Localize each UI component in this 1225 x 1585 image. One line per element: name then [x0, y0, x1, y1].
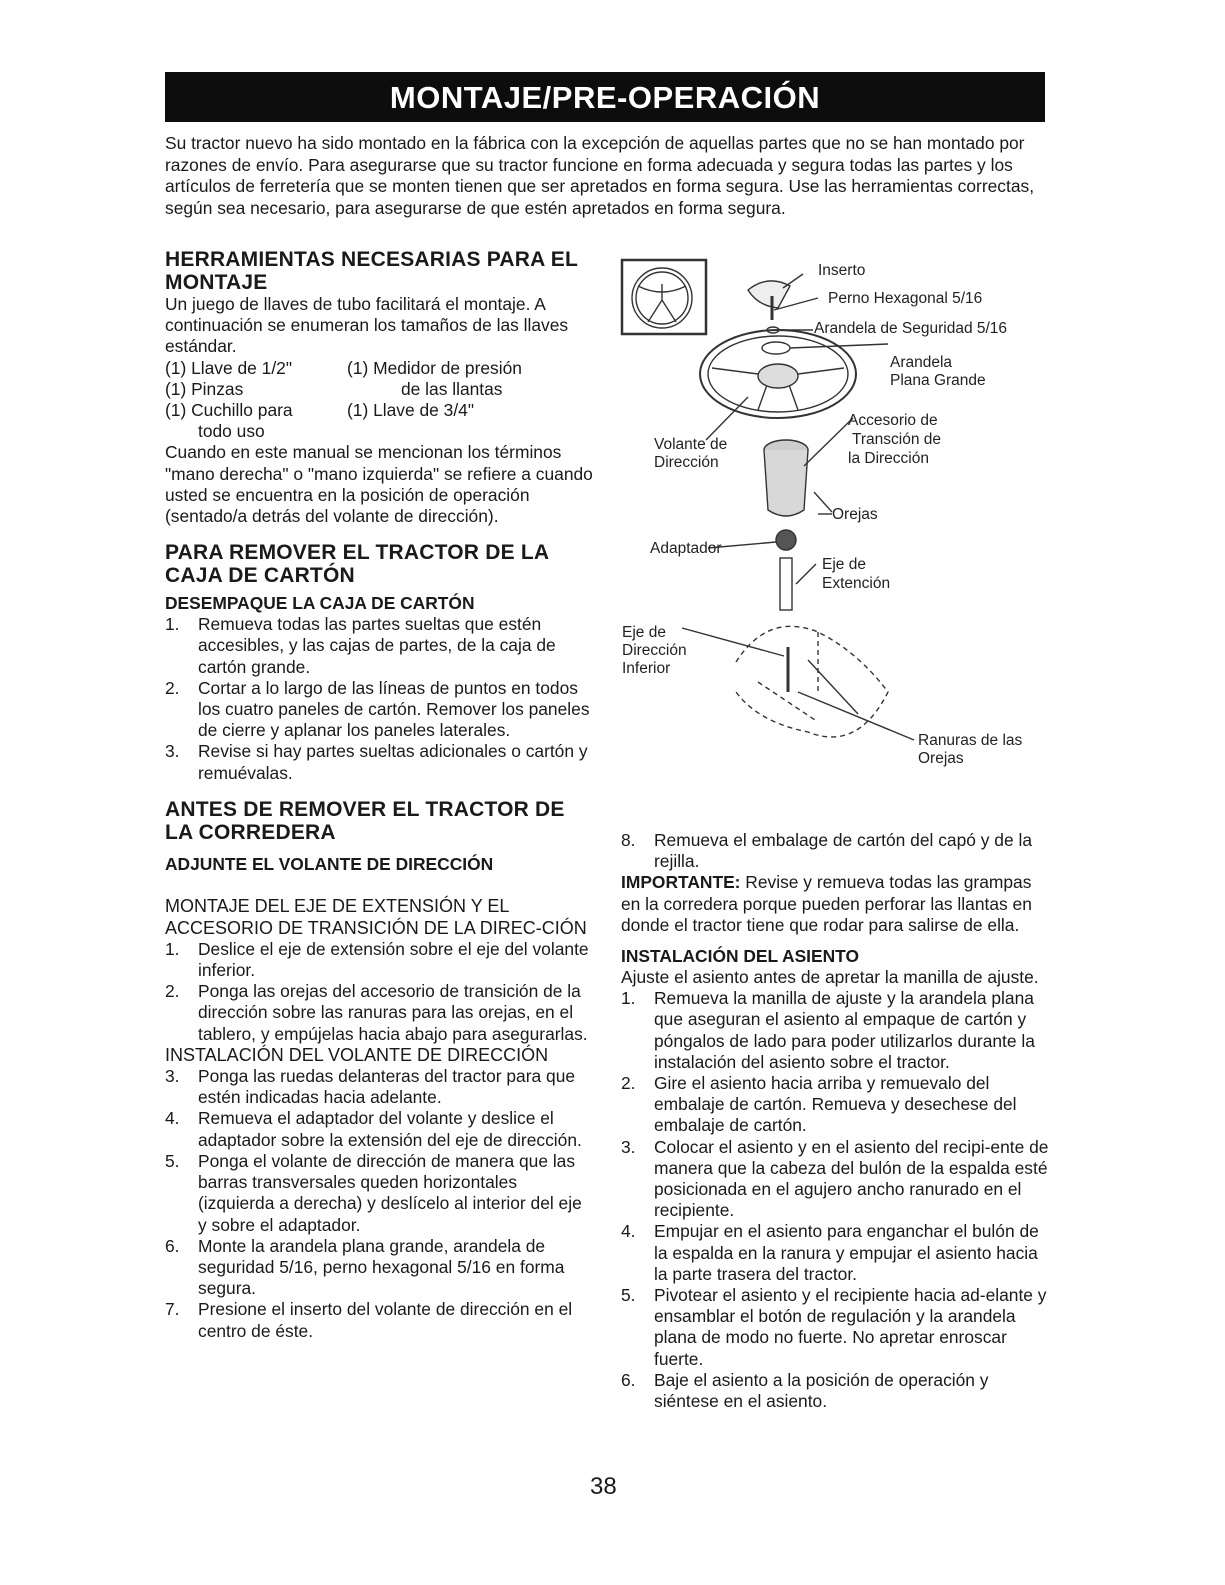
steering-assembly-figure — [618, 252, 1048, 782]
list-item: 1. Remueva la manilla de ajuste y la arandela plana que aseguran el asiento al empaque de cartón y póngalos de lado para poder utilizarlos durante la instalación del asiento sobre el tractor. — [621, 988, 1035, 1072]
mount-title: MONTAJE DEL EJE DE EXTENSIÓN Y EL ACCESORIO DE TRANSICIÓN DE LA DIREC-CIÓN — [165, 895, 587, 938]
list-item: 3. Colocar el asiento y en el asiento del recipi-ente de manera que la cabeza del bulón de la espalda esté posicionada en el agujero ancho ranurado en el recipiente. — [621, 1136, 1049, 1221]
left-column — [165, 248, 595, 1342]
label-arandela-2: Plana Grande — [890, 372, 986, 389]
label-volante-2: Dirección — [654, 454, 719, 471]
label-accesorio-3: la Dirección — [848, 450, 929, 467]
intro-paragraph: Su tractor nuevo ha sido montado en la fábrica con la excepción de aquellas partes que no se han montado por razones de envío. Para asegurarse que su tractor funcione en forma adecuada y segura todas las partes y los artículos de ferretería que se monten tienen que ser apretados en forma segura. Use las herramientas correctas, según sea necesario, para asegurarse de que estén apretados en forma segura. — [165, 133, 1035, 218]
before-remove-heading: ANTES DE REMOVER EL TRACTOR DE LA CORREDERA — [165, 797, 565, 844]
attach-wheel-subheading: ADJUNTE EL VOLANTE DE DIRECCIÓN — [165, 853, 494, 874]
label-perno: Perno Hexagonal 5/16 — [828, 290, 983, 307]
list-item: 4. Remueva el adaptador del volante y deslice el adaptador sobre la extensión del eje de dirección. — [165, 1108, 582, 1150]
list-item: 2. Ponga las orejas del accesorio de transición de la dirección sobre las ranuras para las orejas, en el tablero, y empújelas hacia abajo para asegurarlas. — [165, 981, 588, 1044]
tools-heading: HERRAMIENTAS NECESARIAS PARA EL MONTAJE — [165, 248, 578, 294]
important-label: IMPORTANTE: — [621, 872, 741, 893]
label-eje-direccion-2: Dirección — [622, 642, 687, 659]
tools-text: Un juego de llaves de tubo facilitará el montaje. A continuación se enumeran los tamaños de las llaves estándar. — [165, 294, 569, 357]
install-steps — [165, 1066, 595, 1342]
list-item: 3. Revise si hay partes sueltas adicionales o cartón y remuévalas. — [165, 741, 588, 783]
label-inserto: Inserto — [818, 262, 866, 279]
list-item: 1. Remueva todas las partes sueltas que estén accesibles, y las cajas de partes, de la caja de cartón grande. — [165, 614, 556, 677]
page-number: 38 — [590, 1473, 617, 1500]
tool-item: todo uso — [198, 421, 265, 442]
seat-text: Ajuste el asiento antes de apretar la manilla de ajuste. — [621, 967, 1039, 988]
tool-item: (1) Medidor de presión — [347, 357, 522, 378]
label-arandela-seguridad: Arandela de Seguridad 5/16 — [814, 320, 1008, 337]
seat-heading: INSTALACIÓN DEL ASIENTO — [621, 946, 860, 967]
tool-item: (1) Cuchillo para — [165, 400, 293, 421]
important-note: IMPORTANTE: Revise y remueva todas las grampas en la corredera porque pueden perforar las llantas en donde el tractor tiene que rodar para salirse de ella. — [621, 872, 1032, 935]
label-ranuras-2: Orejas — [918, 750, 964, 767]
tool-item: (1) Llave de 3/4" — [347, 400, 475, 421]
label-volante-1: Volante de — [654, 436, 728, 453]
right-column — [621, 830, 1051, 1412]
tools-list — [165, 358, 595, 443]
label-accesorio-2: Transción de — [852, 431, 942, 448]
label-eje-direccion-1: Eje de — [622, 624, 666, 641]
list-item: 5. Ponga el volante de dirección de manera que las barras transversales queden horizontales (izquierda a derecha) y deslícelo al interior del eje y sobre el adaptador. — [165, 1150, 582, 1235]
label-ranuras-1: Ranuras de las — [918, 732, 1023, 749]
list-item: 2. Cortar a lo largo de las líneas de puntos en todos los cuatro paneles de cartón. Remover los paneles de cierre y aplanar los paneles laterales. — [165, 677, 590, 741]
list-item: 2. Gire el asiento hacia arriba y remuevalo del embalaje de cartón. Remueva y desechese del embalaje de cartón. — [621, 1073, 1017, 1136]
seat-steps — [621, 988, 1051, 1412]
unpack-subheading: DESEMPAQUE LA CAJA DE CARTÓN — [165, 593, 475, 614]
label-eje-extension-2: Extención — [822, 575, 891, 592]
label-eje-direccion-3: Inferior — [622, 660, 671, 677]
step-8-list — [621, 830, 1051, 872]
list-item: 6. Monte la arandela plana grande, arandela de seguridad 5/16, perno hexagonal 5/16 en forma segura. — [165, 1235, 565, 1299]
list-item: 7. Presione el inserto del volante de dirección en el centro de éste. — [165, 1299, 573, 1341]
label-arandela-1: Arandela — [890, 354, 953, 371]
list-item: 3. Ponga las ruedas delanteras del tractor para que estén indicadas hacia adelante. — [165, 1066, 576, 1108]
tool-item: de las llantas — [401, 378, 503, 399]
label-accesorio-1: Accesorio de — [848, 412, 938, 429]
list-item: 6. Baje el asiento a la posición de operación y siéntese en el asiento. — [621, 1369, 989, 1412]
list-item: 4. Empujar en el asiento para enganchar el bulón de la espalda en la ranura y empujar el asiento hacia la parte trasera del tractor. — [621, 1221, 1039, 1284]
tool-item: (1) Pinzas — [165, 378, 244, 399]
page-banner-title: MONTAJE/PRE-OPERACIÓN — [165, 72, 1045, 122]
hand-note: Cuando en este manual se mencionan los términos "mano derecha" o "mano izquierda" se refiere a cuando usted se encuentra en la posición de operación (sentado/a detrás del volante de dirección). — [165, 442, 593, 527]
list-item: 1. Deslice el eje de extensión sobre el eje del volante inferior. — [165, 938, 589, 981]
mount-steps — [165, 939, 595, 1045]
remove-box-heading: PARA REMOVER EL TRACTOR DE LA CAJA DE CARTÓN — [165, 541, 549, 588]
label-eje-extension-1: Eje de — [822, 556, 866, 573]
install-title: INSTALACIÓN DEL VOLANTE DE DIRECCIÓN — [165, 1044, 549, 1065]
list-item: 8. Remueva el embalage de cartón del capó y de la rejilla. — [621, 830, 1033, 872]
label-orejas: Orejas — [832, 506, 878, 523]
label-adaptador: Adaptador — [650, 540, 722, 557]
unpack-steps — [165, 614, 595, 784]
tool-item: (1) Llave de 1/2" — [165, 357, 293, 378]
list-item: 5. Pivotear el asiento y el recipiente hacia ad-elante y ensamblar el botón de regulación y la arandela plana de modo no fuerte. No apretar enroscar fuerte. — [621, 1285, 1047, 1369]
